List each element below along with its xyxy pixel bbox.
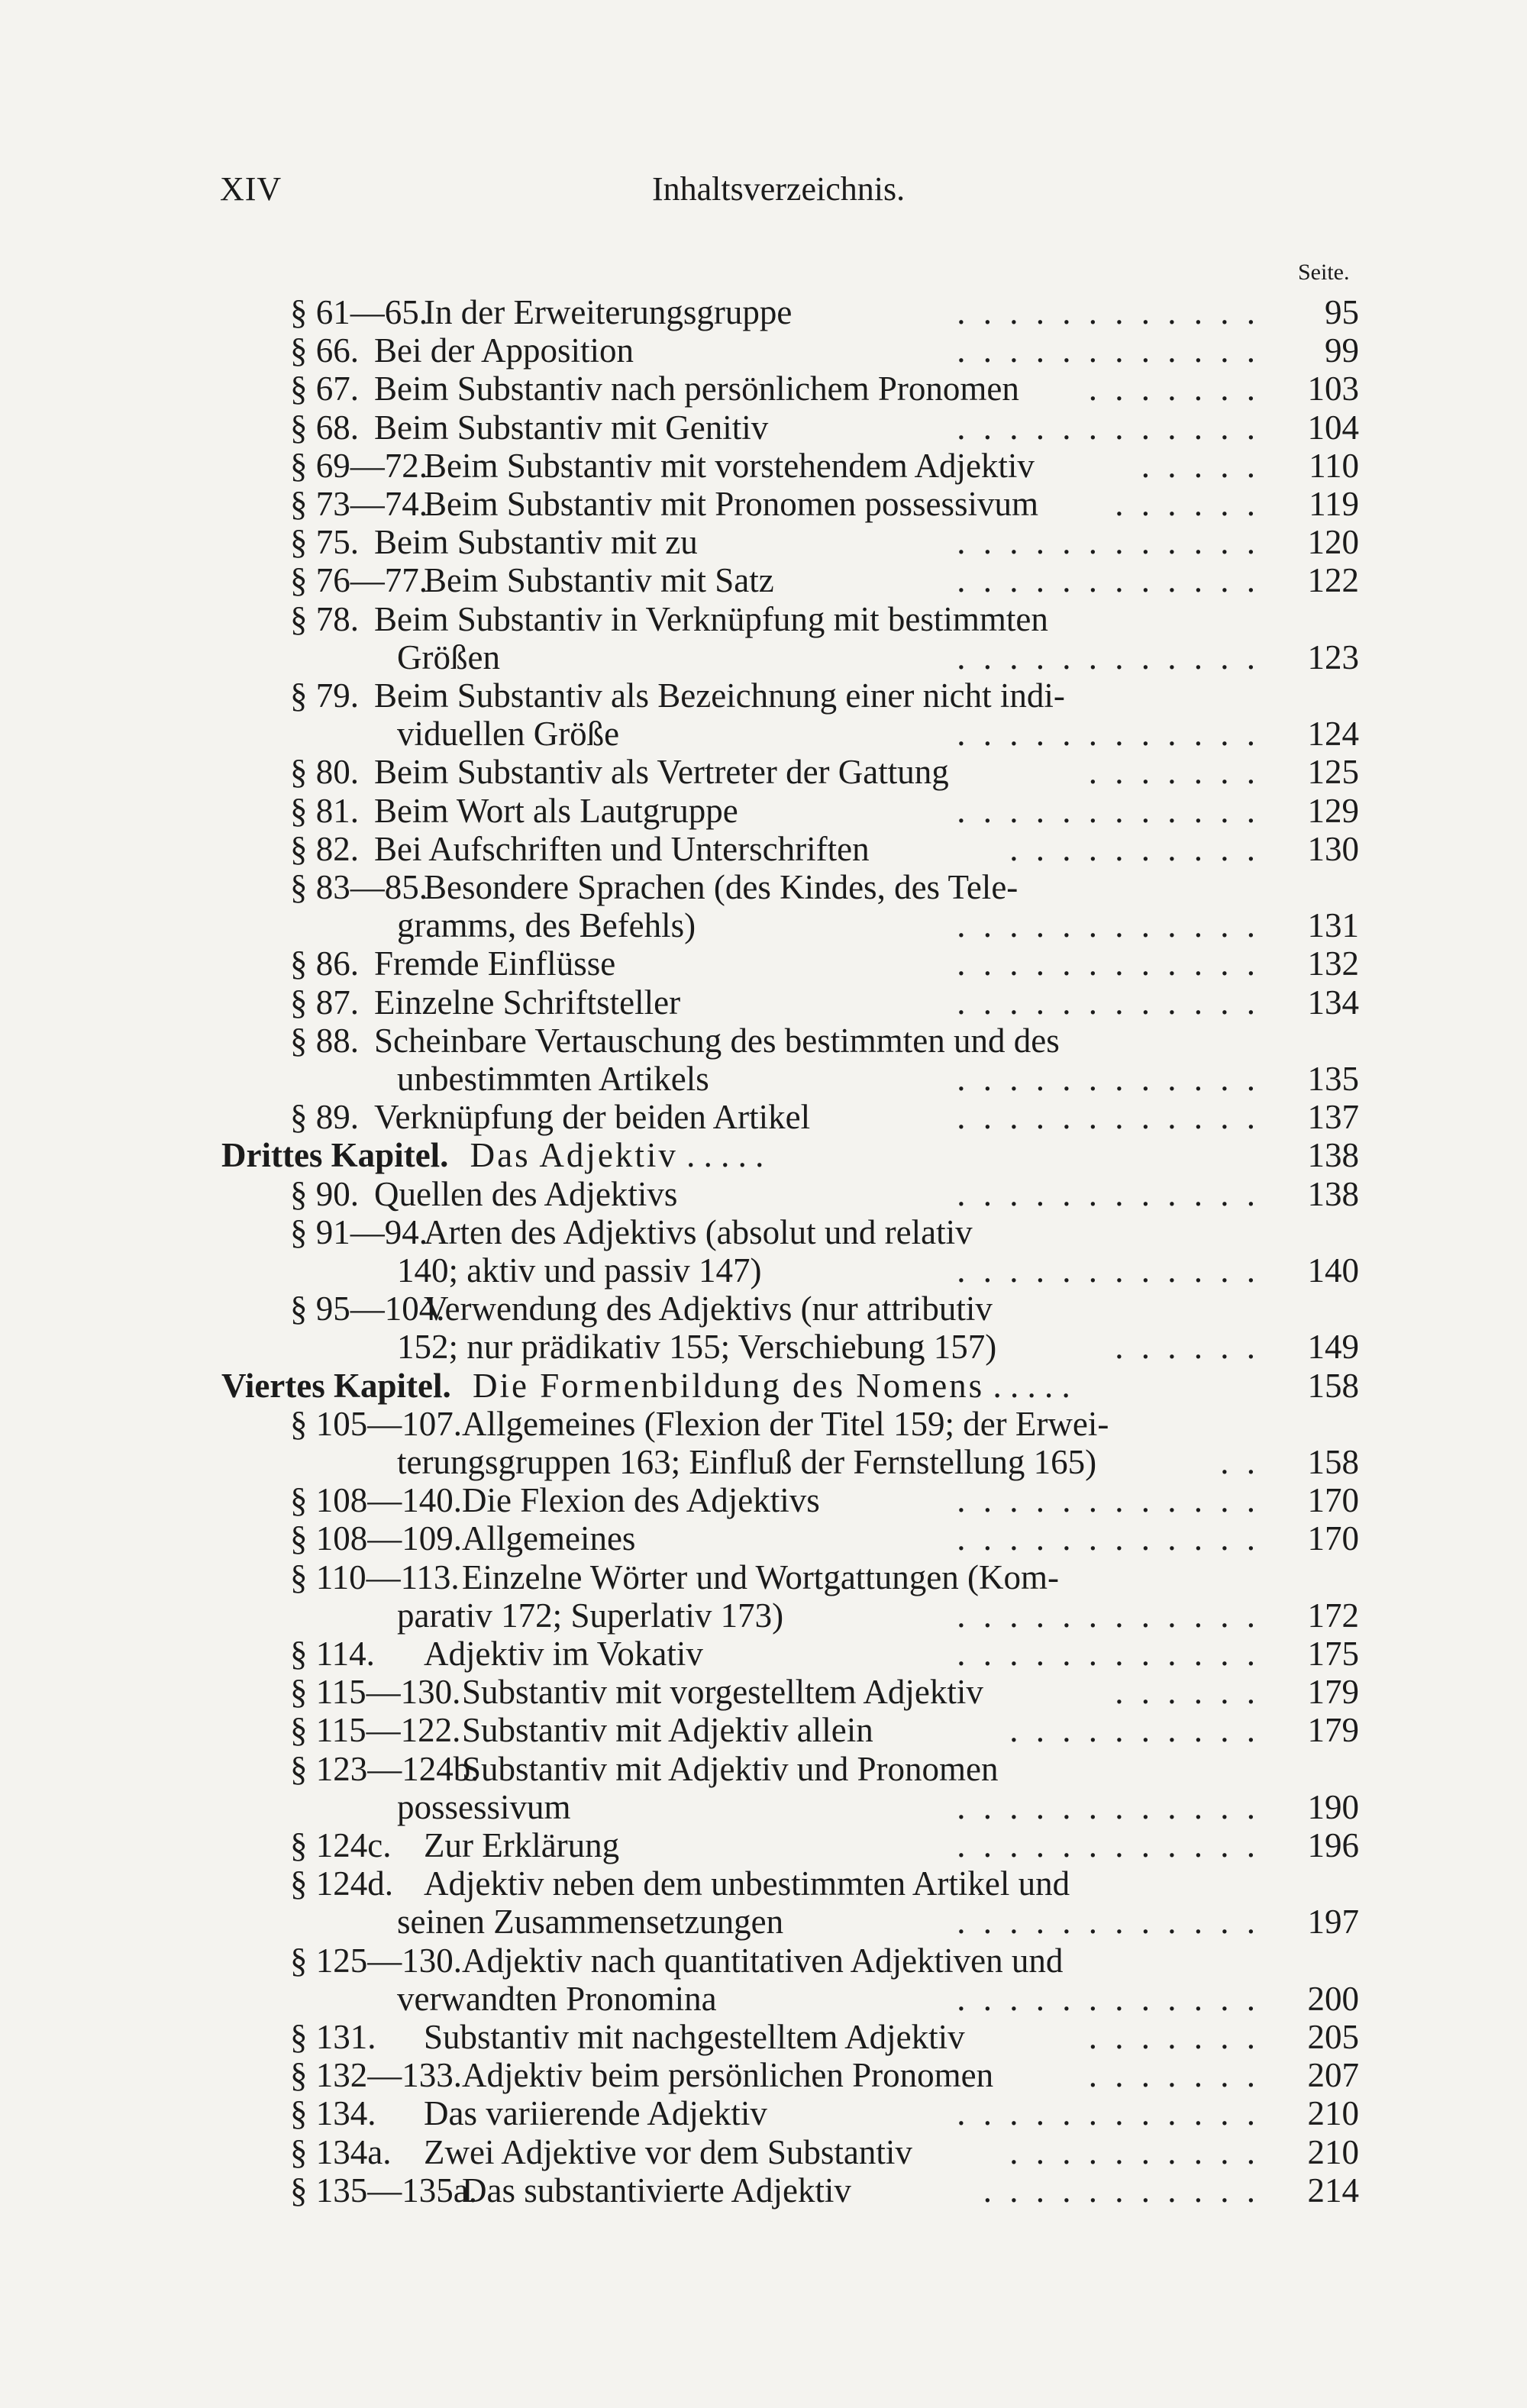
paragraph-number: § 108—140.: [290, 1481, 462, 1520]
paragraph-number: § 123—124b.: [290, 1749, 479, 1788]
entry-text: Beim Substantiv als Bezeichnung einer nicht indi-: [374, 676, 1065, 715]
dot-leader: . . . . . . . . . . . .: [957, 1903, 1260, 1942]
dot-leader: . . . . . . . . . . . .: [957, 523, 1260, 562]
page-ref: 132: [1307, 944, 1359, 983]
toc-entry: [290, 868, 1019, 906]
entry-text: seinen Zusammensetzungen: [397, 1903, 784, 1942]
chapter-title: Das Adjektiv: [459, 1136, 678, 1175]
toc-entry: [290, 408, 769, 447]
chapter-heading: [221, 1136, 764, 1174]
paragraph-number: § 69—72.: [290, 446, 428, 485]
paragraph-number: § 108—109.: [290, 1519, 462, 1558]
toc-entry: [290, 676, 1065, 715]
toc-entry: [290, 1864, 1070, 1903]
entry-text: Fremde Einflüsse: [374, 944, 616, 983]
paragraph-number: § 95—104.: [290, 1290, 445, 1328]
toc-entry: [290, 599, 1048, 638]
paragraph-number: § 86.: [290, 944, 359, 983]
paragraph-number: § 90.: [290, 1174, 359, 1213]
toc-entry: [290, 2094, 767, 2133]
toc-entry-continuation: [397, 1788, 571, 1826]
page-ref: 175: [1307, 1635, 1359, 1673]
toc-entry-continuation: [397, 906, 696, 944]
toc-entry: [290, 1673, 983, 1712]
entry-text: Die Flexion des Adjektivs: [462, 1481, 820, 1520]
dot-leader: . . . . . . .: [1088, 2018, 1260, 2056]
paragraph-number: § 124d.: [290, 1864, 393, 1903]
toc-entry-continuation: [397, 1251, 761, 1290]
dot-leader: . . . . .: [1141, 446, 1260, 485]
page-number: XIV: [220, 170, 282, 208]
paragraph-number: § 78.: [290, 599, 359, 638]
dot-leader: . . . . . . . . . . . .: [957, 1251, 1260, 1290]
toc-entry: [290, 523, 698, 562]
entry-text: Besondere Sprachen (des Kindes, des Tele-: [424, 868, 1019, 906]
dot-leader: . . . . . . . . . . . .: [957, 1979, 1260, 2018]
paragraph-number: § 73—74.: [290, 485, 428, 523]
paragraph-number: § 81.: [290, 791, 359, 830]
entry-text: Bei der Apposition: [374, 331, 634, 370]
paragraph-number: § 134.: [290, 2094, 376, 2133]
dot-leader: . . . . . . . . . . . .: [957, 2094, 1260, 2133]
paragraph-number: § 75.: [290, 523, 359, 562]
entry-text: unbestimmten Artikels: [397, 1060, 709, 1098]
dot-leader: . . . . . . . . . . . .: [957, 906, 1260, 945]
entry-text: Verknüpfung der beiden Artikel: [374, 1098, 811, 1137]
paragraph-number: § 124c.: [290, 1826, 392, 1864]
entry-text: Zwei Adjektive vor dem Substantiv: [424, 2132, 912, 2171]
page-ref: 205: [1307, 2018, 1359, 2056]
entry-text: Beim Substantiv mit Satz: [424, 561, 774, 600]
toc-entry-continuation: [397, 715, 619, 753]
entry-text: Allgemeines: [462, 1519, 636, 1558]
page-ref: 135: [1307, 1060, 1359, 1098]
paragraph-number: § 89.: [290, 1098, 359, 1137]
dot-leader: . . . . . . . . . .: [1009, 2132, 1260, 2171]
toc-entry: [290, 1404, 1109, 1443]
dot-leader: . . . . . . . . . . . .: [957, 1596, 1260, 1635]
entry-text: Einzelne Wörter und Wortgattungen (Kom-: [462, 1557, 1059, 1596]
entry-text: Das variierende Adjektiv: [424, 2094, 767, 2133]
entry-text: Beim Substantiv mit Pronomen possessivum: [424, 485, 1039, 523]
toc-entry: [290, 1212, 973, 1251]
dot-leader: . . . . . . . . . . . .: [957, 791, 1260, 830]
paragraph-number: § 105—107.: [290, 1404, 462, 1443]
dot-leader: . . . . . . . . . . . .: [957, 331, 1260, 370]
toc-entry-continuation: [397, 1903, 783, 1941]
entry-text: verwandten Pronomina: [397, 1979, 717, 2018]
dot-leader: . . . . .: [984, 1366, 1070, 1405]
toc-entry: [290, 485, 1039, 523]
entry-text: Adjektiv im Vokativ: [424, 1635, 703, 1673]
toc-entry-continuation: [397, 638, 500, 676]
toc-entry: [290, 1481, 820, 1520]
toc-entry: [290, 1749, 999, 1788]
toc-entry: [290, 2171, 851, 2209]
dot-leader: . . . . . . .: [1088, 370, 1260, 408]
toc-entry: [290, 829, 870, 868]
page-ref: 104: [1307, 408, 1359, 447]
chapter-heading: [221, 1367, 1070, 1405]
entry-text: viduellen Größe: [397, 715, 620, 754]
dot-leader: . . . . . . . . . . . .: [957, 1787, 1260, 1826]
toc-entry: [290, 293, 793, 331]
dot-leader: . . . . . . . . . . . .: [957, 561, 1260, 600]
paragraph-number: § 66.: [290, 331, 359, 370]
dot-leader: . . . . . . . . . . .: [983, 2171, 1260, 2209]
entry-text: Quellen des Adjektivs: [374, 1174, 678, 1213]
paragraph-number: § 83—85.: [290, 868, 428, 906]
entry-text: Adjektiv nach quantitativen Adjektiven und: [462, 1941, 1064, 1980]
paragraph-number: § 80.: [290, 753, 359, 792]
entry-text: gramms, des Befehls): [397, 906, 696, 945]
toc-entry: [290, 1557, 1059, 1596]
toc-entry-continuation: [397, 1328, 996, 1366]
page-ref: 134: [1307, 983, 1359, 1022]
page-ref: 122: [1307, 561, 1359, 600]
dot-leader: . . . . .: [677, 1136, 764, 1175]
entry-text: In der Erweiterungsgruppe: [424, 293, 793, 331]
toc-entry: [290, 370, 1019, 408]
paragraph-number: § 67.: [290, 370, 359, 408]
dot-leader: . . . . . . . . . . . .: [957, 1481, 1260, 1520]
dot-leader: . . . . . .: [1115, 1328, 1260, 1367]
toc-entry-continuation: [397, 1980, 717, 2018]
dot-leader: . . . . . . . . . . . .: [957, 293, 1260, 331]
dot-leader: . . . . . . . . . . . .: [957, 1174, 1260, 1213]
dot-leader: . . . . . . . . . . . .: [957, 638, 1260, 676]
chapter-title: Die Formenbildung des Nomens: [461, 1366, 985, 1405]
dot-leader: . . . . . .: [1115, 1673, 1260, 1712]
toc-entry: [290, 2132, 912, 2171]
entry-text: Zur Erklärung: [424, 1826, 620, 1864]
paragraph-number: § 134a.: [290, 2132, 392, 2171]
toc-entry: [290, 2056, 994, 2095]
toc-entry-continuation: [397, 1596, 783, 1635]
entry-text: Beim Wort als Lautgruppe: [374, 791, 738, 830]
page-title: Inhaltsverzeichnis.: [652, 170, 906, 208]
page-ref: 196: [1307, 1826, 1359, 1864]
entry-text: Substantiv mit Adjektiv allein: [462, 1711, 873, 1750]
entry-text: Verwendung des Adjektivs (nur attributiv: [424, 1290, 993, 1328]
entry-text: possessivum: [397, 1787, 571, 1826]
dot-leader: . . . . . . . . . . . .: [957, 1519, 1260, 1558]
dot-leader: . . . . . . . . . . . .: [957, 1826, 1260, 1864]
entry-text: Beim Substantiv in Verknüpfung mit bestimmten: [374, 599, 1048, 638]
paragraph-number: § 61—65.: [290, 293, 428, 331]
dot-leader: . . . . . . .: [1088, 2056, 1260, 2095]
paragraph-number: § 131.: [290, 2018, 376, 2056]
entry-text: parativ 172; Superlativ 173): [397, 1596, 784, 1635]
page-ref: 172: [1307, 1596, 1359, 1635]
page-ref: 158: [1307, 1366, 1359, 1405]
entry-text: terungsgruppen 163; Einfluß der Fernstellung 165): [397, 1443, 1097, 1481]
toc-entry: [290, 561, 774, 600]
page-ref: 124: [1307, 715, 1359, 754]
paragraph-number: § 110—113.: [290, 1557, 460, 1596]
paragraph-number: § 132—133.: [290, 2056, 462, 2095]
toc-entry: [290, 944, 616, 983]
page-ref: 210: [1307, 2132, 1359, 2171]
entry-text: Beim Substantiv nach persönlichem Pronomen: [374, 370, 1019, 408]
paragraph-number: § 76—77.: [290, 561, 428, 600]
page-ref: 197: [1307, 1903, 1359, 1942]
entry-text: Das substantivierte Adjektiv: [462, 2171, 851, 2209]
dot-leader: . . . . . . .: [1088, 753, 1260, 792]
entry-text: 140; aktiv und passiv 147): [397, 1251, 762, 1290]
toc-entry: [290, 446, 1035, 485]
entry-text: Scheinbare Vertauschung des bestimmten und des: [374, 1021, 1060, 1060]
seite-label: Seite.: [1298, 260, 1350, 285]
entry-text: Beim Substantiv mit zu: [374, 523, 698, 562]
paragraph-number: § 115—130.: [290, 1673, 461, 1712]
paragraph-number: § 82.: [290, 829, 359, 868]
entry-text: Substantiv mit Adjektiv und Pronomen: [462, 1749, 999, 1788]
page-ref: 170: [1307, 1481, 1359, 1520]
entry-text: Größen: [397, 638, 500, 676]
toc-entry-continuation: [397, 1060, 709, 1098]
dot-leader: . . . . . . . . . . . .: [957, 715, 1260, 754]
entry-text: Adjektiv beim persönlichen Pronomen: [462, 2056, 994, 2095]
entry-text: Einzelne Schriftsteller: [374, 983, 681, 1022]
paragraph-number: § 88.: [290, 1021, 359, 1060]
page-ref: 200: [1307, 1979, 1359, 2018]
entry-text: Substantiv mit nachgestelltem Adjektiv: [424, 2018, 965, 2056]
paragraph-number: § 68.: [290, 408, 359, 447]
toc-entry: [290, 1635, 703, 1673]
page-ref: 179: [1307, 1673, 1359, 1712]
dot-leader: . . . . . . . . . .: [1009, 1711, 1260, 1750]
page-ref: 103: [1307, 370, 1359, 408]
page-ref: 110: [1309, 446, 1359, 485]
toc-entry: [290, 1021, 1060, 1060]
dot-leader: . . . . . . . . . . . .: [957, 1060, 1260, 1098]
dot-leader: . . . . . . . . . . . .: [957, 983, 1260, 1022]
paragraph-number: § 87.: [290, 983, 359, 1022]
page-ref: 179: [1307, 1711, 1359, 1750]
paragraph-number: § 79.: [290, 676, 359, 715]
dot-leader: . . . . . . . . . . . .: [957, 1635, 1260, 1673]
page-ref: 123: [1307, 638, 1359, 676]
page-ref: 207: [1307, 2056, 1359, 2095]
toc-entry: [290, 1519, 636, 1558]
paragraph-number: § 135—135a.: [290, 2171, 477, 2209]
page-ref: 138: [1307, 1174, 1359, 1213]
paragraph-number: § 91—94.: [290, 1212, 428, 1251]
page-ref: 130: [1307, 829, 1359, 868]
entry-text: Substantiv mit vorgestelltem Adjektiv: [462, 1673, 983, 1712]
page-ref: 137: [1307, 1098, 1359, 1137]
entry-text: Arten des Adjektivs (absolut und relativ: [424, 1212, 973, 1251]
toc-entry-continuation: [397, 1443, 1096, 1481]
page-ref: 214: [1307, 2171, 1359, 2209]
paragraph-number: § 125—130.: [290, 1941, 462, 1980]
page-ref: 170: [1307, 1519, 1359, 1558]
page-ref: 138: [1307, 1136, 1359, 1175]
page-ref: 131: [1307, 906, 1359, 945]
toc-entry: [290, 983, 681, 1022]
toc-entry: [290, 1826, 620, 1864]
page-ref: 99: [1325, 331, 1359, 370]
page-ref: 129: [1307, 791, 1359, 830]
page-ref: 210: [1307, 2094, 1359, 2133]
dot-leader: . . . . . . . . . . . .: [957, 944, 1260, 983]
dot-leader: . . . . . . . . . .: [1009, 829, 1260, 868]
toc-entry: [290, 1711, 873, 1750]
entry-text: Beim Substantiv mit Genitiv: [374, 408, 769, 447]
page-ref: 158: [1307, 1443, 1359, 1481]
page-ref: 149: [1307, 1328, 1359, 1367]
page-ref: 140: [1307, 1251, 1359, 1290]
toc-entry: [290, 1290, 993, 1328]
page-ref: 120: [1307, 523, 1359, 562]
toc-entry: [290, 791, 738, 830]
chapter-label: Drittes Kapitel.: [221, 1136, 449, 1175]
page-ref: 119: [1309, 485, 1359, 523]
page-ref: 125: [1307, 753, 1359, 792]
entry-text: Beim Substantiv als Vertreter der Gattung: [374, 753, 949, 792]
entry-text: Bei Aufschriften und Unterschriften: [374, 829, 870, 868]
paragraph-number: § 114.: [290, 1635, 375, 1673]
dot-leader: . .: [1220, 1443, 1260, 1481]
dot-leader: . . . . . .: [1115, 485, 1260, 523]
page-ref: 190: [1307, 1787, 1359, 1826]
entry-text: Allgemeines (Flexion der Titel 159; der Erwei-: [462, 1404, 1109, 1443]
dot-leader: . . . . . . . . . . . .: [957, 408, 1260, 447]
toc-entry: [290, 1174, 678, 1213]
toc-entry: [290, 1098, 811, 1137]
dot-leader: . . . . . . . . . . . .: [957, 1098, 1260, 1137]
chapter-label: Viertes Kapitel.: [221, 1366, 451, 1405]
toc-entry: [290, 2018, 965, 2056]
entry-text: 152; nur prädikativ 155; Verschiebung 157): [397, 1328, 997, 1367]
paragraph-number: § 115—122.: [290, 1711, 461, 1750]
toc-entry: [290, 331, 634, 370]
toc-entry: [290, 1941, 1064, 1980]
entry-text: Beim Substantiv mit vorstehendem Adjektiv: [424, 446, 1035, 485]
page-ref: 95: [1325, 293, 1359, 331]
entry-text: Adjektiv neben dem unbestimmten Artikel und: [424, 1864, 1070, 1903]
toc-entry: [290, 753, 949, 792]
